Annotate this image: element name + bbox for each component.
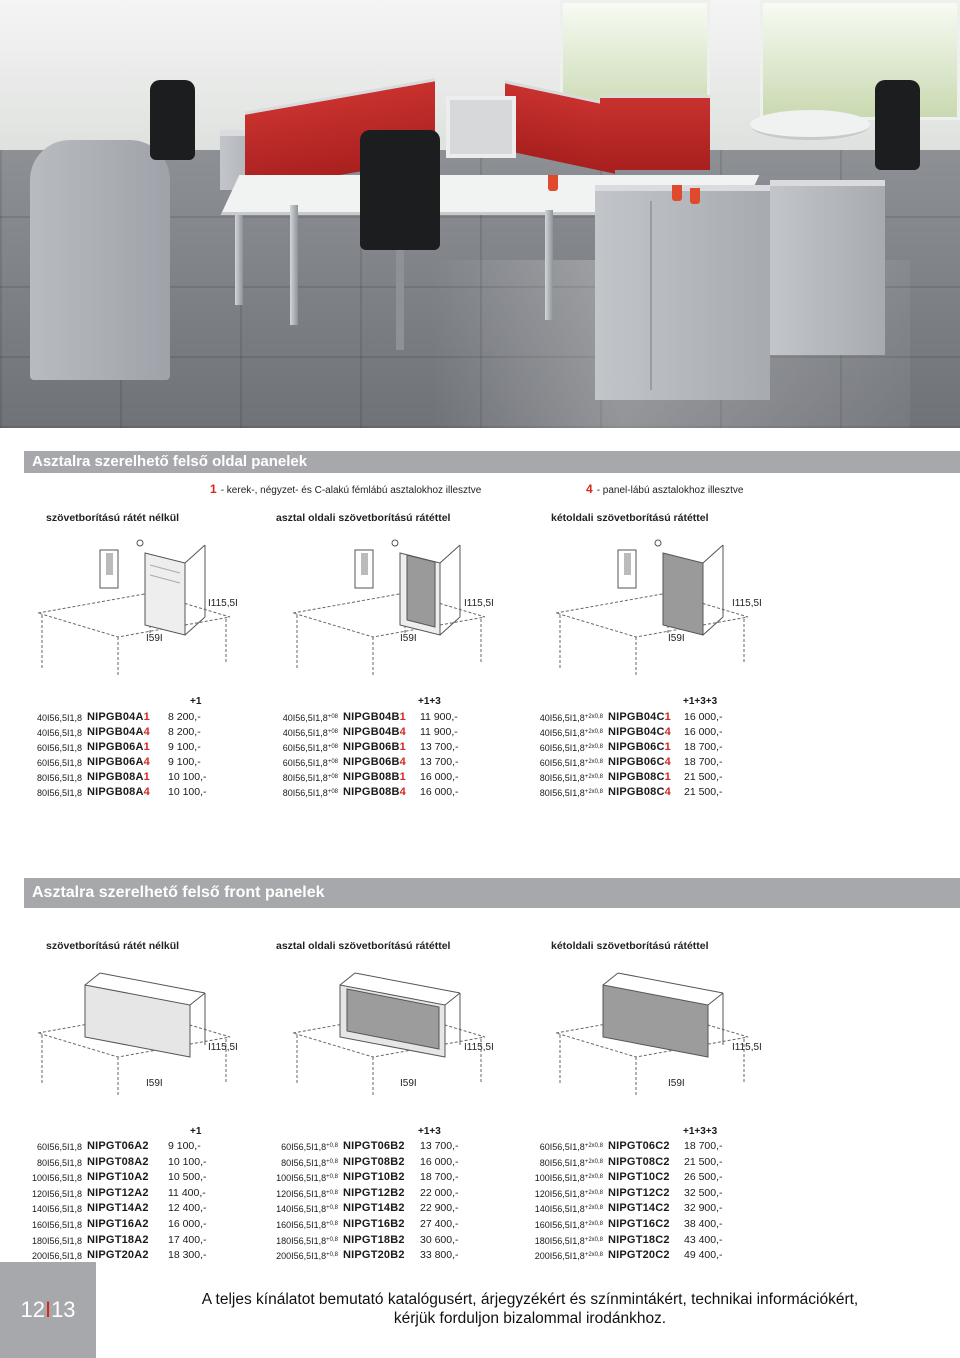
product-code: NIPGB04B4 — [343, 726, 406, 738]
product-code: NIPGT18B2 — [343, 1233, 405, 1246]
row-size — [0, 741, 603, 755]
column-heading: szövetborítású rátét nélkül — [46, 512, 180, 524]
front-panel-drawing — [285, 965, 500, 1100]
size-value: 40I56,5I1,8 — [539, 728, 585, 738]
size-extra: +0,8 — [326, 1252, 338, 1259]
product-code: NIPGB08A4 — [87, 786, 150, 798]
code-suffix: 1 — [399, 711, 406, 723]
dimension-depth: I59I — [146, 1078, 163, 1089]
price-value: 18 700,- — [420, 1171, 459, 1184]
price-value: 9 100,- — [168, 741, 201, 753]
price-value: 8 200,- — [168, 726, 201, 738]
size-extra: +2x0,8 — [584, 1205, 603, 1212]
legend-item: 4 - panel-lábú asztalokhoz illesztve — [586, 482, 744, 496]
product-code: NIPGB08B4 — [343, 786, 406, 798]
product-code: NIPGB06B4 — [343, 756, 406, 768]
code-suffix: 1 — [664, 771, 671, 783]
product-code: NIPGT12A2 — [87, 1186, 149, 1199]
row-size — [0, 1234, 603, 1248]
size-value: 80I56,5I1,8 — [539, 1157, 585, 1168]
price-value: 33 800,- — [420, 1249, 459, 1262]
size-value: 60I56,5I1,8 — [36, 743, 82, 753]
product-code: NIPGT20B2 — [343, 1249, 405, 1262]
dimension-height: I115,5I — [464, 598, 494, 609]
product-code: NIPGT14B2 — [343, 1202, 405, 1215]
product-code: NIPGT10B2 — [343, 1171, 405, 1184]
product-code: NIPGB04A1 — [87, 711, 150, 723]
side-panel-drawing — [548, 535, 763, 680]
product-code: NIPGT10C2 — [608, 1171, 670, 1184]
row-size — [0, 771, 603, 785]
price-value: 18 700,- — [684, 1140, 723, 1152]
price-value: 16 000,- — [684, 711, 723, 723]
product-code: NIPGT20C2 — [608, 1249, 670, 1262]
code-suffix: 4 — [143, 786, 150, 798]
size-value: 160I56,5I1,8 — [276, 1220, 327, 1230]
size-value: 40I56,5I1,8 — [36, 728, 82, 738]
size-value: 180I56,5I1,8 — [276, 1235, 327, 1246]
product-code: NIPGB06C1 — [608, 741, 671, 753]
page-number: 12I13 — [0, 1262, 96, 1358]
size-value: 60I56,5I1,8 — [282, 758, 328, 768]
product-code: NIPGT14A2 — [87, 1202, 149, 1215]
column-heading: kétoldali szövetborítású rátéttel — [551, 512, 709, 524]
size-extra: +2x0,8 — [584, 1221, 603, 1227]
size-value: 100I56,5I1,8 — [276, 1173, 327, 1184]
size-value: 60I56,5I1,8 — [539, 1142, 585, 1152]
price-value: 16 000,- — [420, 786, 459, 798]
code-suffix: 1 — [143, 711, 150, 723]
size-extra: +2x0,8 — [584, 1189, 603, 1196]
column-heading: asztal oldali szövetborítású rátéttel — [276, 940, 451, 952]
code-suffix: 1 — [664, 741, 671, 753]
row-size — [0, 1171, 603, 1185]
size-value: 200I56,5I1,8 — [276, 1251, 327, 1262]
price-value: 21 500,- — [684, 786, 723, 798]
photo-chair — [360, 130, 440, 250]
product-code: NIPGB08B1 — [343, 771, 406, 783]
column-heading: kétoldali szövetborítású rátéttel — [551, 940, 709, 952]
dimension-depth: I59I — [668, 1078, 685, 1089]
price-value: 10 100,- — [168, 1155, 207, 1168]
size-value: 60I56,5I1,8 — [36, 758, 82, 768]
column-heading: asztal oldali szövetborítású rátéttel — [276, 512, 451, 524]
price-value: 12 400,- — [168, 1202, 207, 1215]
front-panel-drawing — [30, 965, 245, 1100]
row-size — [0, 1156, 603, 1170]
product-code: NIPGB08C1 — [608, 771, 671, 783]
price-value: 17 400,- — [168, 1233, 207, 1246]
price-value: 21 500,- — [684, 771, 723, 783]
size-value: 60I56,5I1,8 — [281, 1142, 327, 1152]
product-code: NIPGT16B2 — [343, 1218, 405, 1230]
product-code: NIPGB08C4 — [608, 786, 671, 798]
size-value: 100I56,5I1,8 — [31, 1173, 82, 1184]
price-value: 49 400,- — [684, 1249, 723, 1262]
product-code: NIPGT14C2 — [608, 1202, 670, 1215]
product-code: NIPGT06A2 — [87, 1140, 149, 1152]
row-size — [0, 1218, 603, 1232]
size-extra: +0,8 — [326, 1189, 338, 1196]
product-code: NIPGT06B2 — [343, 1140, 405, 1152]
size-extra: +2x0,8 — [584, 774, 603, 780]
photo-chair — [875, 80, 920, 170]
price-value: 16 000,- — [168, 1218, 207, 1230]
price-value: 13 700,- — [420, 756, 459, 768]
size-extra: +0,8 — [326, 1205, 338, 1212]
dimension-height: I115,5I — [208, 1042, 238, 1053]
dimension-height: I115,5I — [732, 1042, 762, 1053]
size-value: 80I56,5I1,8 — [36, 1157, 82, 1168]
size-value: 160I56,5I1,8 — [31, 1220, 82, 1230]
size-value: 120I56,5I1,8 — [276, 1188, 327, 1199]
size-value: 60I56,5I1,8 — [36, 1142, 82, 1152]
dimension-depth: I59I — [146, 633, 163, 644]
code-suffix: 4 — [664, 726, 671, 738]
size-extra: +0,8 — [326, 1174, 338, 1181]
price-value: 8 200,- — [168, 711, 201, 723]
price-value: 9 100,- — [168, 1140, 201, 1152]
price-value: 38 400,- — [684, 1218, 723, 1230]
product-code: NIPGT06C2 — [608, 1140, 670, 1152]
price-value: 32 900,- — [684, 1202, 723, 1215]
code-suffix: 4 — [664, 756, 671, 768]
price-value: 10 500,- — [168, 1171, 207, 1184]
photo-monitor — [446, 96, 516, 158]
legend-item: 1 - kerek-, négyzet- és C-alakú fémlábú asztalokhoz illesztve — [210, 482, 482, 496]
size-extra: +08 — [327, 714, 338, 720]
code-suffix: 1 — [664, 711, 671, 723]
size-value: 100I56,5I1,8 — [534, 1173, 585, 1184]
product-code: NIPGT18A2 — [87, 1233, 149, 1246]
size-extra: +2x0,8 — [584, 1143, 603, 1149]
price-value: 22 900,- — [420, 1202, 459, 1215]
size-value: 180I56,5I1,8 — [534, 1235, 585, 1246]
row-size — [0, 711, 603, 725]
dimension-depth: I59I — [400, 1078, 417, 1089]
price-value: 30 600,- — [420, 1233, 459, 1246]
price-value: 11 900,- — [420, 726, 458, 738]
size-extra: +2x0,8 — [584, 1158, 603, 1165]
price-value: 27 400,- — [420, 1218, 459, 1230]
size-extra: +2x0,8 — [584, 1236, 603, 1243]
table-head: +1 — [190, 1126, 202, 1137]
row-size — [0, 1187, 603, 1201]
row-size — [0, 1202, 603, 1216]
size-value: 200I56,5I1,8 — [534, 1251, 585, 1262]
product-code: NIPGT08B2 — [343, 1155, 405, 1168]
size-extra: +2x0,8 — [584, 744, 603, 750]
code-suffix: 4 — [399, 756, 406, 768]
size-value: 40I56,5I1,8 — [282, 713, 328, 723]
photo-trolley — [30, 140, 170, 380]
code-suffix: 4 — [399, 786, 406, 798]
price-value: 16 000,- — [420, 1155, 459, 1168]
size-value: 120I56,5I1,8 — [31, 1188, 82, 1199]
code-suffix: 1 — [399, 771, 406, 783]
photo-cabinet — [595, 185, 770, 400]
size-extra: +2x0,8 — [584, 729, 603, 735]
code-suffix: 1 — [399, 741, 406, 753]
photo-red-panel — [600, 95, 710, 170]
size-extra: +08 — [327, 774, 338, 780]
column-heading: szövetborítású rátét nélkül — [46, 940, 180, 952]
size-value: 40I56,5I1,8 — [282, 728, 328, 738]
section1-title: Asztalra szerelhető felső oldal panelek — [24, 451, 960, 473]
product-code: NIPGB04B1 — [343, 711, 406, 723]
price-value: 18 700,- — [684, 756, 723, 768]
product-code: NIPGB08A1 — [87, 771, 150, 783]
code-suffix: 4 — [399, 726, 406, 738]
table-head: +1+3 — [418, 1126, 441, 1137]
size-extra: +0,8 — [326, 1143, 338, 1149]
dimension-height: I115,5I — [732, 598, 762, 609]
dimension-height: I115,5I — [464, 1042, 494, 1053]
product-code: NIPGB04A4 — [87, 726, 150, 738]
table-head: +1 — [190, 696, 202, 707]
row-size — [0, 1140, 603, 1154]
row-size — [0, 756, 603, 770]
price-value: 22 000,- — [420, 1186, 459, 1199]
code-suffix: 4 — [143, 726, 150, 738]
code-suffix: 1 — [143, 741, 150, 753]
product-code: NIPGB06C4 — [608, 756, 671, 768]
table-head: +1+3+3 — [683, 696, 718, 707]
product-code: NIPGT08A2 — [87, 1155, 149, 1168]
product-code: NIPGT12B2 — [343, 1186, 405, 1199]
price-value: 11 900,- — [420, 711, 458, 723]
front-panel-drawing — [548, 965, 763, 1100]
size-value: 80I56,5I1,8 — [539, 773, 585, 783]
table-head: +1+3 — [418, 696, 441, 707]
size-value: 80I56,5I1,8 — [36, 788, 82, 798]
size-extra: +2x0,8 — [584, 1252, 603, 1259]
product-code: NIPGT18C2 — [608, 1233, 670, 1246]
size-value: 60I56,5I1,8 — [539, 758, 585, 768]
price-value: 13 700,- — [420, 741, 459, 753]
price-value: 32 500,- — [684, 1186, 723, 1199]
price-value: 10 100,- — [168, 771, 207, 783]
size-value: 140I56,5I1,8 — [31, 1204, 82, 1215]
size-value: 140I56,5I1,8 — [534, 1204, 585, 1215]
product-code: NIPGB06A1 — [87, 741, 150, 753]
size-extra: +08 — [327, 789, 338, 795]
size-value: 80I56,5I1,8 — [539, 788, 585, 798]
size-extra: +2x0,8 — [584, 714, 603, 720]
photo-chair — [150, 80, 195, 160]
price-value: 26 500,- — [684, 1171, 723, 1184]
price-value: 11 400,- — [168, 1186, 206, 1199]
size-extra: +0,8 — [326, 1158, 338, 1165]
price-value: 16 000,- — [420, 771, 459, 783]
size-extra: +08 — [327, 744, 338, 750]
size-value: 120I56,5I1,8 — [534, 1188, 585, 1199]
product-code: NIPGB04C4 — [608, 726, 671, 738]
office-photo — [0, 0, 960, 428]
price-value: 43 400,- — [684, 1233, 723, 1246]
price-value: 18 700,- — [684, 741, 723, 753]
code-suffix: 4 — [664, 786, 671, 798]
price-value: 9 100,- — [168, 756, 201, 768]
product-code: NIPGT10A2 — [87, 1171, 149, 1184]
dimension-depth: I59I — [400, 633, 417, 644]
product-code: NIPGB04C1 — [608, 711, 671, 723]
price-value: 16 000,- — [684, 726, 723, 738]
size-value: 40I56,5I1,8 — [36, 713, 82, 723]
size-value: 160I56,5I1,8 — [534, 1220, 585, 1230]
size-value: 60I56,5I1,8 — [282, 743, 328, 753]
row-size — [0, 786, 603, 800]
code-suffix: 4 — [143, 756, 150, 768]
product-code: NIPGT08C2 — [608, 1155, 670, 1168]
product-code: NIPGB06B1 — [343, 741, 406, 753]
price-value: 21 500,- — [684, 1155, 723, 1168]
product-code: NIPGT16C2 — [608, 1218, 670, 1230]
product-code: NIPGT16A2 — [87, 1218, 149, 1230]
size-extra: +0,8 — [326, 1221, 338, 1227]
row-size — [0, 726, 603, 740]
photo-window — [760, 0, 960, 120]
price-value: 10 100,- — [168, 786, 207, 798]
size-extra: +2x0,8 — [584, 789, 603, 795]
size-extra: +2x0,8 — [584, 1174, 603, 1181]
size-extra: +2x0,8 — [584, 759, 603, 765]
dimension-depth: I59I — [668, 633, 685, 644]
footer-note: A teljes kínálatot bemutató katalógusért, árjegyzékért és színmintákért, technikai információkért, kérjük forduljon bizalommal irodánkhoz. — [201, 1291, 859, 1327]
product-code: NIPGT12C2 — [608, 1186, 670, 1199]
size-value: 60I56,5I1,8 — [539, 743, 585, 753]
size-value: 180I56,5I1,8 — [31, 1235, 82, 1246]
size-value: 80I56,5I1,8 — [36, 773, 82, 783]
product-code: NIPGB06A4 — [87, 756, 150, 768]
size-extra: +08 — [327, 729, 338, 735]
size-value: 40I56,5I1,8 — [539, 713, 585, 723]
size-value: 80I56,5I1,8 — [281, 1157, 327, 1168]
dimension-height: I115,5I — [208, 598, 238, 609]
size-value: 80I56,5I1,8 — [282, 788, 328, 798]
code-suffix: 1 — [143, 771, 150, 783]
size-value: 140I56,5I1,8 — [276, 1204, 327, 1215]
price-value: 13 700,- — [420, 1140, 459, 1152]
size-value: 200I56,5I1,8 — [31, 1251, 82, 1262]
section2-title: Asztalra szerelhető felső front panelek — [24, 878, 960, 908]
product-code: NIPGT20A2 — [87, 1249, 149, 1262]
size-value: 80I56,5I1,8 — [282, 773, 328, 783]
photo-cabinet — [770, 180, 885, 355]
size-extra: +08 — [327, 759, 338, 765]
size-extra: +0,8 — [326, 1236, 338, 1243]
table-head: +1+3+3 — [683, 1126, 718, 1137]
price-value: 18 300,- — [168, 1249, 207, 1262]
